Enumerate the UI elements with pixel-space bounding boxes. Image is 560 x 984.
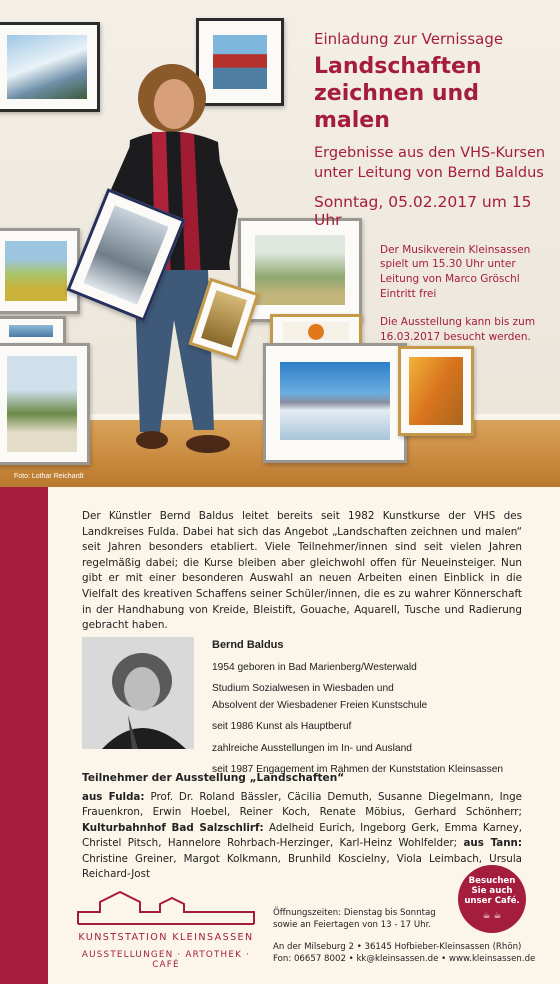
painting-tree-landscape (0, 228, 80, 314)
painting-blue-lake (0, 316, 66, 346)
invitation-block (314, 30, 554, 345)
exhibit-line-2: 16.03.2017 besucht werden. (380, 331, 531, 344)
exhibition-title (314, 54, 554, 134)
bio-line-5: zahlreiche Ausstellungen im In- und Ausland (212, 742, 412, 754)
painting-winter-forest (0, 22, 100, 112)
bio-line-3: Absolvent der Wiesbadener Freien Kunstschule (212, 700, 428, 712)
music-line-1: Der Musikverein Kleinsassen (380, 243, 531, 256)
photo-credit: Foto: Lothar Reichardt (14, 473, 84, 480)
salzschlirf-label: Kulturbahnhof Bad Salzschlirf: (82, 821, 264, 834)
exhibit-duration-note (380, 315, 554, 344)
hours-line-1: Öffnungszeiten: Dienstag bis Sonntag (273, 908, 436, 918)
bio-line-1: 1954 geboren in Bad Marienberg/Westerwald (212, 661, 417, 673)
intro-paragraph: Der Künstler Bernd Baldus leitet bereits seit 1982 Kunstkurse der VHS des Landkreises Fulda. Dabei hat sich das Angebot „Landschaften zeichnen und malen“ seit Jahren besonders etabliert. Viele Teilnehmer/innen sind seit vielen Jahren regelmäßig dabei; die Kurse bleiben aber gleichwohl offen für Neueinsteiger. Nun gibt er mit einer besonderen Auswahl an neuen Arbeiten einen Einblick in die Vielfalt des kreativen Schaffens seiner Schüler/innen, die es zu wahrer Könnerschaft in der Handhabung von Kreide, Bleistift, Gouache, Aquarell, Tusche und Radierung gebracht haben. (82, 510, 522, 632)
salzschlirf-names: Adelheid Eurich, Ingeborg Gerk, Emma Karney, Christel Pitsch, Hannelore Rohrbach-Herzinger, Karl-Heinz Wohlfelder; (82, 821, 523, 850)
artist-portrait (82, 637, 194, 749)
participants-list (82, 790, 522, 883)
title-line-2: zeichnen und malen (314, 80, 479, 133)
bio-text (212, 637, 532, 779)
bio-line-2: Studium Sozialwesen in Wiesbaden und (212, 682, 394, 694)
logo-tagline: AUSSTELLUNGEN · ARTOTHEK · CAFÉ (81, 950, 251, 970)
exhibit-line-1: Die Ausstellung kann bis zum (380, 316, 536, 329)
title-line-1: Landschaften (314, 54, 482, 79)
cafe-line-3: unser Café. (464, 895, 520, 906)
bio-line-6: seit 1987 Engagement im Rahmen der Kunststation Kleinsassen (212, 763, 504, 775)
address-line-1: An der Milseburg 2 • 36145 Hofbieber-Kleinsassen (Rhön) (273, 942, 522, 952)
contact-address (273, 941, 553, 966)
hours-line-2: sowie an Feiertagen von 13 - 17 Uhr. (273, 919, 432, 930)
subtitle-line-2: unter Leitung von Bernd Baldus (314, 164, 544, 181)
accent-sidebar (0, 487, 48, 984)
bio-name: Bernd Baldus (212, 639, 284, 651)
kunststation-logo (76, 888, 256, 968)
fulda-names: Prof. Dr. Roland Bässler, Cäcilia Demuth, Susanne Diegelmann, Inge Frauenkron, Erwin Hoebel, Reiner Koch, Renate Möbius, Gerhard Schönherr; (82, 791, 522, 819)
artist-bio (82, 637, 522, 775)
music-line-3: Leitung von Marco Gröschl (380, 273, 520, 286)
fulda-label: aus Fulda: (82, 791, 145, 803)
opening-date: Sonntag, 05.02.2017 um 15 Uhr (314, 192, 532, 229)
painting-pine-trees (0, 343, 90, 465)
painting-mountain-lake (263, 343, 407, 463)
cafe-line-2: Sie auch (471, 885, 513, 896)
painting-autumn-forest (398, 346, 474, 436)
bio-line-4: seit 1986 Kunst als Hauptberuf (212, 721, 352, 733)
music-line-2: spielt um 15.30 Uhr unter (380, 258, 516, 271)
opening-hours (273, 908, 473, 931)
subtitle-line-1: Ergebnisse aus den VHS-Kursen (314, 145, 546, 162)
participants-heading: Teilnehmer der Ausstellung „Landschaften“ (82, 772, 345, 784)
logo-name: KUNSTSTATION KLEINSASSEN (78, 932, 254, 943)
invitation-intro: Einladung zur Vernissage (314, 30, 504, 48)
music-line-4: Eintritt frei (380, 287, 437, 300)
tann-names: Christine Greiner, Margot Kolkmann, Brunhild Koscielny, Viola Leimbach, Ursula Reichard-Jost (82, 852, 522, 881)
intro-section (82, 509, 522, 634)
building-outline-icon (76, 888, 256, 928)
exhibition-subtitle (314, 144, 554, 182)
coffee-cup-icon: ☕ ☕ (482, 910, 502, 921)
cafe-line-1: Besuchen (468, 876, 516, 886)
hero-photo (0, 0, 560, 487)
music-note (380, 243, 554, 302)
participants-section (82, 772, 522, 883)
tann-label: aus Tann: (463, 837, 522, 850)
address-line-2: Fon: 06657 8002 • kk@kleinsassen.de • www.kleinsassen.de (273, 954, 536, 965)
